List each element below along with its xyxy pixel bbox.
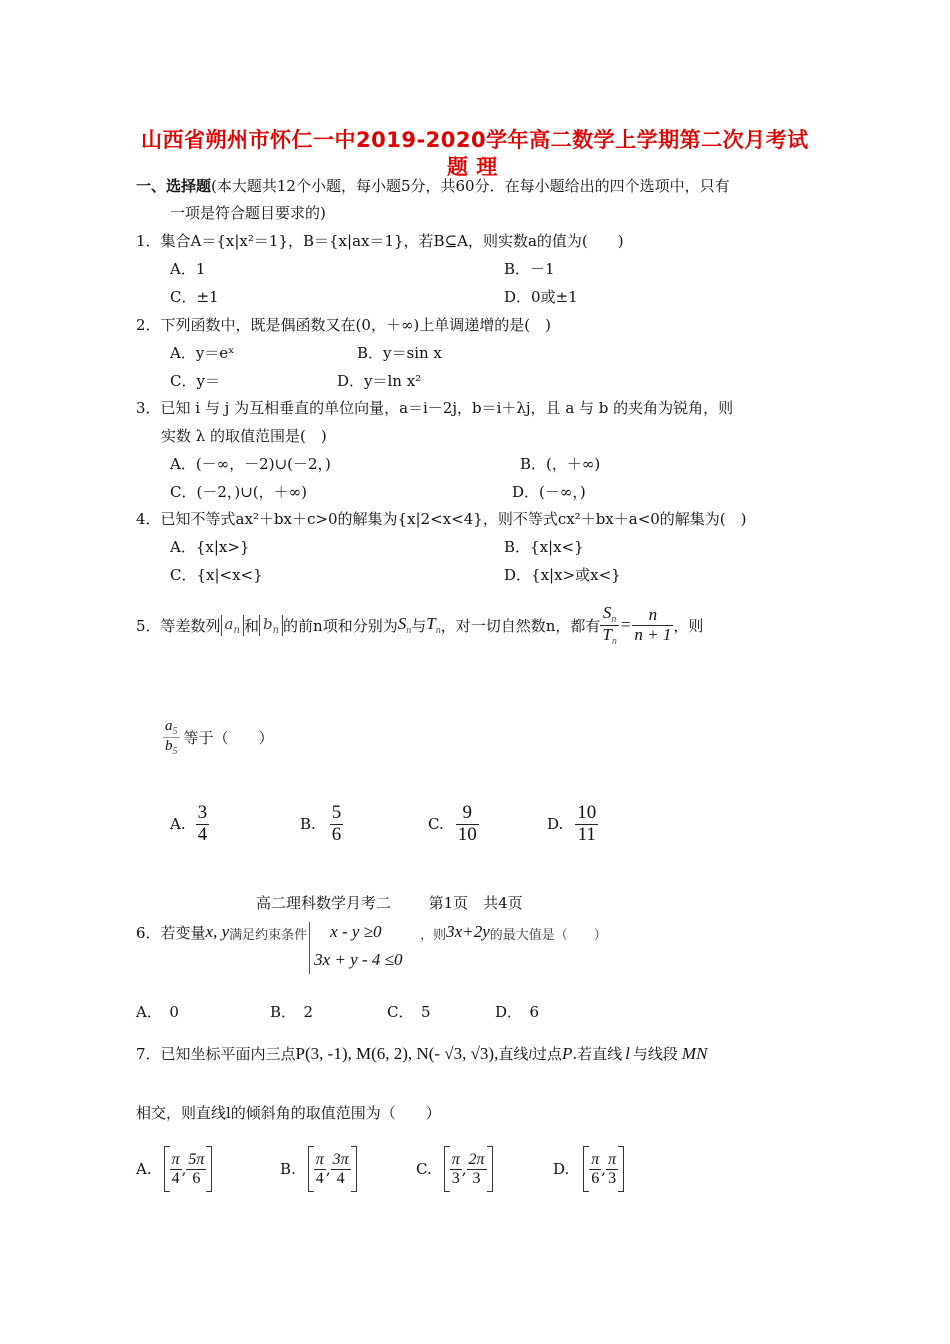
q1-stem: 1．集合A＝{x|x²＝1}，B＝{x|ax＝1}，若B⊆A，则实数a的值为( ) (136, 232, 624, 250)
q4-option-c: C．{x|<x<} (170, 566, 263, 584)
page-footer (256, 892, 523, 913)
q5-mid4: ，对一切自然数n，都有 (440, 616, 601, 635)
q2-option-d: D．y＝ln x² (337, 372, 422, 390)
q7-stem (136, 1043, 707, 1064)
q5-option-a: A. $\frac{3}{4}$ (170, 802, 208, 845)
q6-option-b: B． 2 (270, 1003, 314, 1021)
section-desc-1: (本大题共12个小题，每小题5分，共60分．在每小题给出的四个选项中，只有 (211, 177, 730, 195)
q4-option-a: A．{x|x>} (170, 538, 250, 556)
q6-mid: 满足约束条件 (229, 928, 308, 943)
q7-option-c: C. $\frac{\pi}{3}$ , $\frac{2\pi}{3}$ (416, 1146, 493, 1192)
q7-option-a: A. $\frac{\pi}{4}$ , $\frac{5\pi}{6}$ (136, 1146, 212, 1192)
q3-stem-2: 实数 λ 的取值范围是( ) (161, 427, 327, 445)
q7-option-b: B. $\frac{\pi}{4}$ , $\frac{3\pi}{4}$ (280, 1146, 357, 1192)
q5-seq-b: $b_n$ (259, 615, 283, 636)
q5-ratio-st: $\frac{S_n}{T_n}$ (602, 602, 617, 647)
footer-text: 高二理科数学月考二 (256, 894, 392, 912)
q5-option-b: B. $\frac{5}{6}$ (300, 802, 342, 845)
q6-option-d: D． 6 (495, 1003, 540, 1021)
q1-option-a: A．1 (170, 260, 206, 278)
q5-tail: 等于（ ） (183, 729, 274, 747)
q1-option-b: B．－1 (504, 260, 555, 278)
q7-points: P(3, -1), M(6, 2), N(- √3, √3), (295, 1043, 499, 1063)
q7-line-l: l (528, 1045, 532, 1061)
q6-prefix: 6．若变量 (136, 924, 206, 942)
q7-mid1: 直线 (498, 1045, 529, 1063)
q5-mid2: 的前n项和分别为 (283, 616, 398, 635)
q1-option-c: C．±1 (170, 288, 219, 306)
q5-suffix: ，则 (673, 616, 704, 635)
q2-stem: 2．下列函数中，既是偶函数又在(0，＋∞)上单调递增的是( ) (136, 316, 551, 334)
doc-title-line1: 山西省朔州市怀仁一中2019-2020学年高二数学上学期第二次月考试 (141, 128, 809, 152)
q7-mid4: 与线段 (632, 1045, 678, 1063)
q6-constraints (309, 922, 420, 974)
q5-ratio-n: $\frac{n}{n + 1}$ (634, 604, 672, 644)
q6-cond1: x - y ≥0 (330, 922, 382, 941)
section-heading: 一、选择题 (136, 177, 212, 195)
q5-ask (163, 718, 274, 757)
q7-line-l2: l (625, 1043, 630, 1063)
q3-option-b: B．(，＋∞) (520, 455, 601, 473)
q5-prefix: 5．等差数列 (136, 616, 221, 635)
q6-option-a: A． 0 (136, 1003, 179, 1021)
q7-prefix: 7．已知坐标平面内三点 (136, 1045, 296, 1063)
q5-stem: 5．等差数列 $a_n$ 和 $b_n$ 的前n项和分别为 $S_n$ 与 $T_n$ ，对一切自然数n，都有 $\frac{S_n}{T_n}$ = $\frac{n}{n + 1}$ ，则 (136, 602, 704, 647)
q2-option-a: A．y＝eˣ (170, 344, 235, 362)
q4-stem: 4．已知不等式ax²＋bx＋c>0的解集为{x|2<x<4}，则不等式cx²＋bx＋a<0的解集为( ) (136, 510, 747, 528)
section-desc-2: 一项是符合题目要求的) (170, 204, 326, 222)
q2-option-c: C．y＝ (170, 372, 220, 390)
q7-mid2: 过点 (531, 1045, 562, 1063)
q5-seq-a: $a_n$ (221, 615, 244, 636)
q7-option-d: D. $\frac{\pi}{6}$ , $\frac{\pi}{3}$ (553, 1146, 624, 1192)
q7-point-p: P (562, 1043, 573, 1063)
q7-segment: MN (681, 1043, 708, 1063)
footer-page: 第1页 共4页 (428, 894, 523, 912)
doc-title-line2: 题 理 (447, 155, 498, 179)
q5-mid3: 与 (411, 616, 427, 635)
q1-option-d: D．0或±1 (504, 288, 578, 306)
q5-ratio-ab: $\frac{a_5}{b_5}$ (165, 718, 178, 757)
q5-sum-s: $S_n$ (397, 614, 412, 636)
q6-mid2: ，则 (420, 928, 447, 943)
q5-sum-t: $T_n$ (426, 614, 441, 636)
q3-stem-1: 3．已知 i 与 j 为互相垂直的单位向量，a＝i－2j，b＝i＋λj，且 a 与 b 的夹角为锐角，则 (136, 399, 734, 417)
q6-expr: 3x+2y (446, 922, 490, 941)
q5-mid1: 和 (243, 616, 259, 635)
q4-option-d: D．{x|x>或x<} (504, 566, 621, 584)
q7-mid3: .若直线 (572, 1045, 623, 1063)
q7-line2: 相交，则直线l的倾斜角的取值范围为（ ） (136, 1104, 441, 1122)
q6-cond2: 3x + y - 4 ≤0 (314, 950, 403, 969)
q5-option-d: D. $\frac{10}{11}$ (547, 802, 597, 845)
q6-vars: x, y (205, 922, 230, 941)
q5-option-c: C. $\frac{9}{10}$ (428, 802, 477, 845)
q4-option-b: B．{x|x<} (504, 538, 584, 556)
q6-suffix: 的最大值是（ ） (489, 928, 607, 943)
q3-option-a: A．(－∞，－2)∪(－2，) (170, 455, 331, 473)
q6-stem (136, 922, 607, 974)
q6-option-c: C． 5 (387, 1003, 431, 1021)
q2-option-b: B．y＝sin x (357, 344, 442, 362)
q3-option-d: D．(－∞，) (512, 483, 586, 501)
q3-option-c: C．(－2，)∪(，＋∞) (170, 483, 307, 501)
section-heading-block (136, 175, 730, 196)
